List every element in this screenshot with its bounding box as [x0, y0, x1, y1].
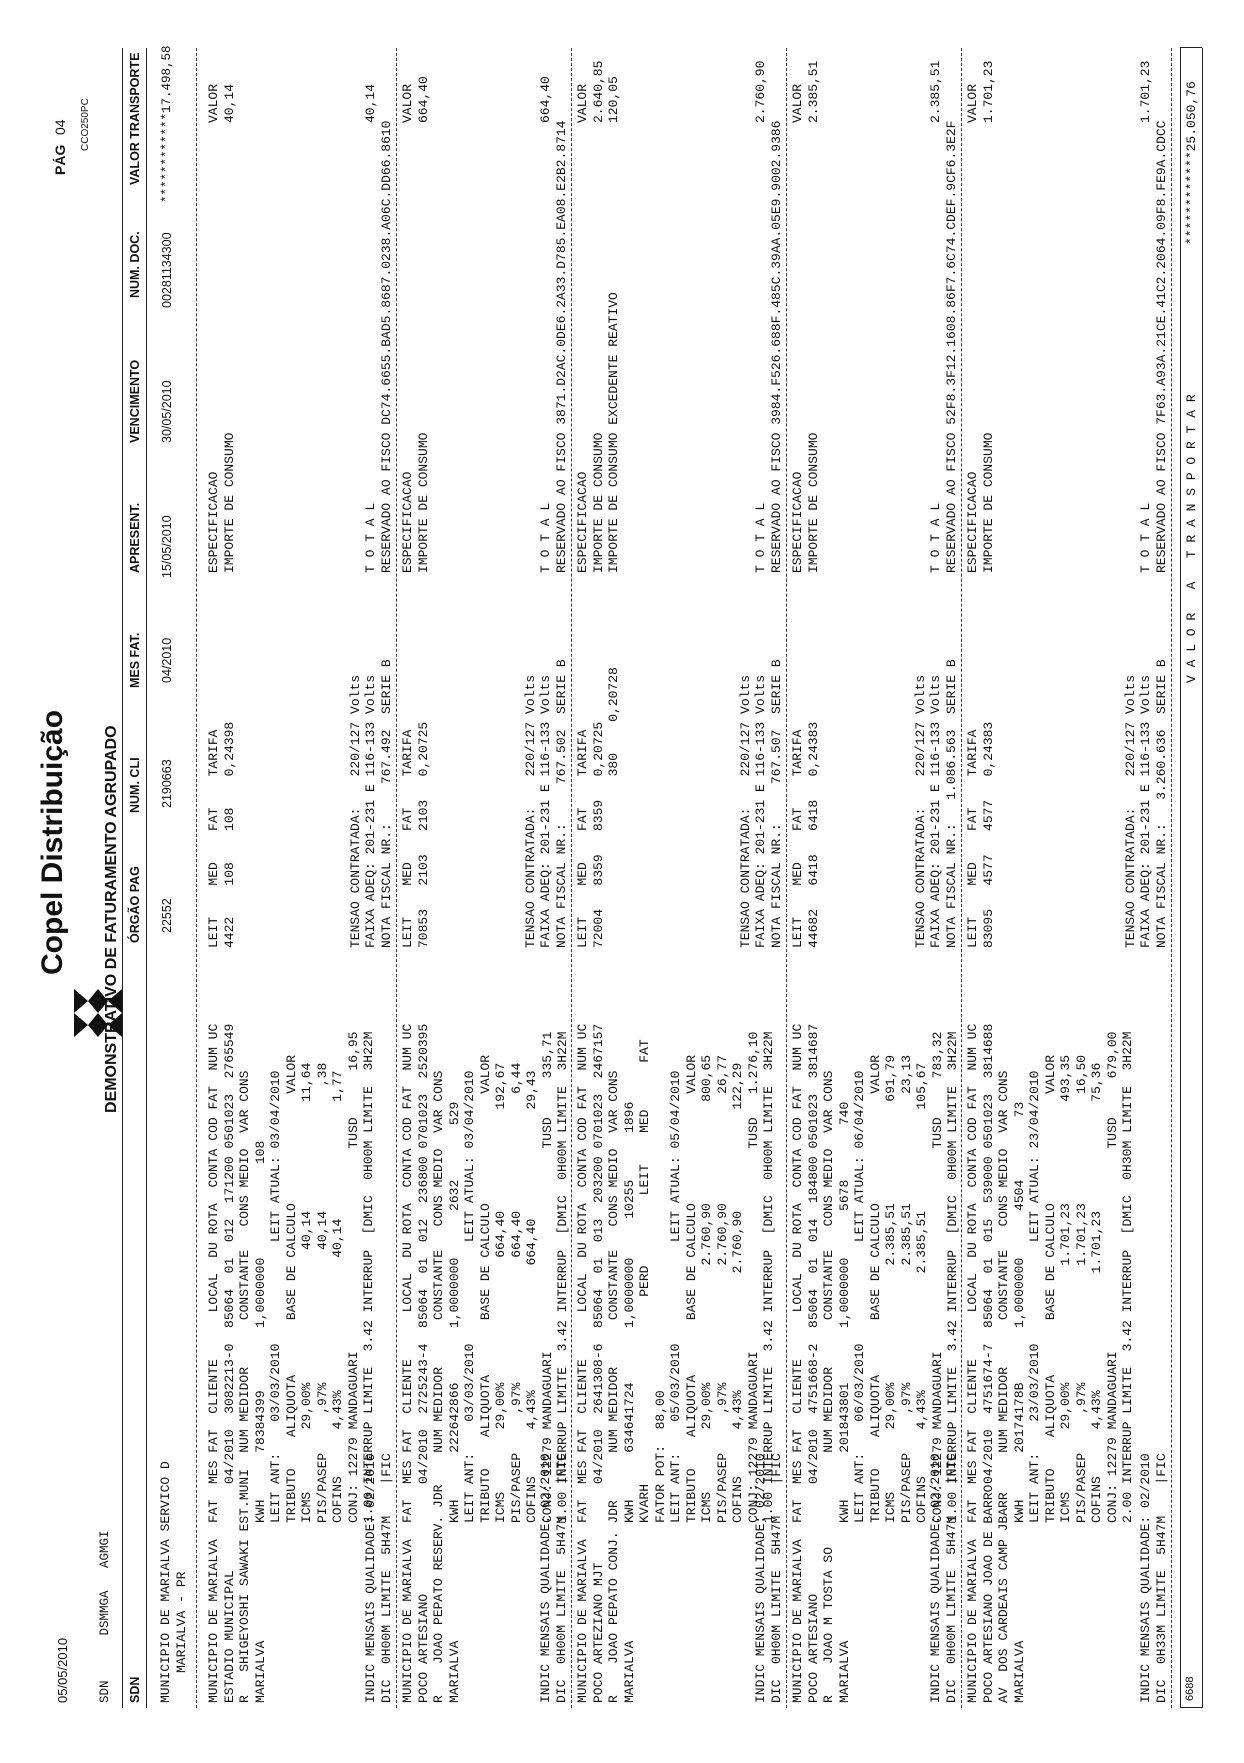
record-address-line: POCO ARTESIANO: [805, 1593, 821, 1703]
record-reading-line: LEIT MED FAT TARIFA: [400, 729, 415, 948]
sdn-row: SDN DSMMGA AGMGI: [98, 1530, 112, 1703]
record-reading-line: 72004 8359 8359 0,20725: [590, 721, 606, 948]
record-address-line: MUNICIPIO DE MARIALVA: [206, 1539, 221, 1703]
record-value-line: 2.640,85: [590, 60, 606, 123]
record-tensao-line: TENSAO CONTRATADA: 220/127 Volts: [1122, 674, 1138, 948]
record-detail-line: 04/2010 3082213-0 85064 01 012 171200 0501023 2765549: [221, 1023, 237, 1523]
record-quality-line: INDIC MENSAIS QUALIDADE: 02/2010: [1138, 1453, 1153, 1703]
record-detail-line: CONJ: 12279 MANDAGUARI TUSD 335,71: [539, 1031, 555, 1523]
record-spec-line: IMPORTE DE CONSUMO: [805, 432, 821, 573]
record-value-line: 40,14: [221, 83, 237, 123]
record-detail-line: COFINS 4,43% 2.385,51 105,67: [914, 1062, 929, 1523]
record-reading-line: 83095 4577 4577 0,24383: [980, 721, 996, 948]
record-detail-line: KVARH PERD LEIT MED FAT: [637, 1039, 652, 1523]
record-fisco-code: RESERVADO AO FISCO 3984.F526.688F.485C.39AA.05E9.9002.9386: [768, 120, 784, 573]
record-total-label: T O T A L: [928, 502, 943, 573]
record-detail-line: 04/2010 4751668-2 85064 01 014 184800 0501023 3814687: [805, 1023, 821, 1523]
record-detail-line: 1.00 INTERRUP LIMITE 3.42 INTERRUP [DMIC 0H00M LIMITE 3H22M: [555, 1031, 570, 1523]
col-vencimento: VENCIMENTO: [128, 359, 142, 443]
record-detail-line: 2.00 INTERRUP LIMITE 3.42 INTERRUP [DMIC 0H30M LIMITE 3H22M: [1120, 1031, 1135, 1523]
record-tensao-line: NOTA FISCAL NR.: 767.492 SERIE B: [378, 659, 394, 948]
record-quality-line: INDIC MENSAIS QUALIDADE: 02/2010: [363, 1453, 378, 1703]
record-total-value: 2.760,90: [753, 60, 768, 123]
col-sdn: SDN: [128, 1676, 142, 1703]
record-value-line: 120,05: [606, 76, 621, 123]
record-detail-line: NUM MEDIDOR CONSTANTE CONS MEDIO VAR CONS: [431, 1070, 446, 1523]
record-value-line: 2.385,51: [805, 60, 821, 123]
record-address-line: MARIALVA: [1011, 1640, 1027, 1703]
col-valor-transporte: VALOR TRANSPORTE: [128, 52, 142, 185]
summary-vencimento: 30/05/2010: [160, 380, 174, 443]
record-quality-line: DIC 0H33M LIMITE 5H47M |FIC: [1153, 1453, 1169, 1703]
record-detail-line: ICMS 29,00% 664,40 192,67: [493, 1062, 508, 1523]
record-fisco-code: RESERVADO AO FISCO 52F8.3F12.1608.86F7.6C74.CDEF.9CF6.3E2F: [943, 120, 959, 573]
record-address-line: POCO ARTESIANO: [415, 1593, 431, 1703]
record-detail-line: NUM MEDIDOR CONSTANTE CONS MEDIO VAR CONS: [821, 1070, 836, 1523]
summary-valor-transporte: ************17.498,58: [160, 45, 174, 203]
record-detail-line: ICMS 29,00% 2.385,51 691,79: [883, 1054, 898, 1523]
record-tensao-line: FAIXA ADEQ: 201-231 E 116-133 Volts: [538, 674, 553, 948]
record-detail-line: FATOR POT: 88,00: [652, 1390, 668, 1523]
record-value-line: VALOR: [400, 83, 415, 123]
record-tensao-line: FAIXA ADEQ: 201-231 E 116-133 Volts: [1138, 674, 1153, 948]
record-detail-line: COFINS 4,43% 2.760,90 122,29: [730, 1062, 745, 1523]
record-reading-line: LEIT MED FAT TARIFA: [206, 729, 221, 948]
record-detail-line: 1.00 INTERRUP LIMITE 3.42 INTERRUP [DMIC 0H00M LIMITE 3H22M: [361, 1031, 376, 1523]
record-detail-line: PIS/PASEP ,97% 40,14 ,38: [314, 1062, 330, 1523]
record-detail-line: CONJ: 12279 MANDAGUARI TUSD 679,00: [1104, 1031, 1120, 1523]
record-tensao-line: TENSAO CONTRATADA: 220/127 Volts: [522, 674, 538, 948]
record-tensao-line: FAIXA ADEQ: 201-231 E 116-133 Volts: [928, 674, 943, 948]
record-separator: [396, 48, 397, 1708]
record-separator: [571, 48, 572, 1708]
record-address-line: ESTADIO MUNICIPAL: [221, 1570, 237, 1703]
record-detail-line: TRIBUTO ALIQUOTA BASE DE CALCULO VALOR: [477, 1054, 493, 1523]
record-address-line: MUNICIPIO DE MARIALVA: [790, 1539, 805, 1703]
record-detail-line: FAT MES FAT CLIENTE LOCAL DU ROTA CONTA COD FAT NUM UC: [206, 1023, 221, 1523]
summary-apresent: 15/05/2010: [160, 515, 174, 578]
footer-transport-label: V A L O R A T R A N S P O R T A R: [1184, 394, 1199, 683]
page-number: 04: [52, 119, 68, 135]
record-detail-line: 04/2010 2725243-4 85064 01 012 236800 0701023 2520395: [415, 1023, 431, 1523]
record-reading-line: LEIT MED FAT TARIFA: [790, 729, 805, 948]
col-apresent: APRESENT.: [128, 502, 142, 573]
record-detail-line: 04/2010 2641308-6 85064 01 013 203200 0701023 2467157: [590, 1023, 606, 1523]
record-spec-line: ESPECIFICACAO: [790, 471, 805, 573]
record-reading-line: LEIT MED FAT TARIFA: [965, 729, 980, 948]
summary-client-line2: MARIALVA - PR: [174, 1571, 189, 1673]
record-tensao-line: TENSAO CONTRATADA: 220/127 Volts: [912, 674, 928, 948]
record-value-line: 1.701,23: [980, 60, 996, 123]
summary-orgao-pag: 22552: [160, 898, 174, 933]
col-mes-fat: MES FAT.: [128, 632, 142, 688]
record-address-line: MARIALVA: [621, 1640, 637, 1703]
record-reading-line: LEIT MED FAT TARIFA: [575, 729, 590, 948]
record-address-line: AV DOS CARDEAIS CAMP JBARR: [996, 1492, 1011, 1703]
record-address-line: MARIALVA: [252, 1640, 268, 1703]
summary-client-line1: MUNICIPIO DE MARIALVA SERVICO D: [158, 1461, 173, 1703]
record-separator: [1171, 48, 1172, 1708]
record-tensao-line: NOTA FISCAL NR.: 767.507 SERIE B: [768, 659, 784, 948]
record-total-value: 2.385,51: [928, 60, 943, 123]
record-quality-line: INDIC MENSAIS QUALIDADE: 02/2010: [538, 1453, 553, 1703]
record-total-value: 1.701,23: [1138, 60, 1153, 123]
record-value-line: VALOR: [575, 83, 590, 123]
record-detail-line: PIS/PASEP ,97% 664,40 6,44: [508, 1062, 524, 1523]
record-spec-line: IMPORTE DE CONSUMO: [221, 432, 237, 573]
record-detail-line: 1.00 INTERRUP LIMITE 3.42 INTERRUP [DMIC 0H00M LIMITE 3H22M: [945, 1031, 960, 1523]
col-orgao-pag: ÓRGÃO PAG: [128, 866, 142, 943]
report-title: DEMONSTRATIVO DE FATURAMENTO AGRUPADO: [103, 725, 120, 1113]
record-detail-line: KWH 20174178B 1,0000000 4504 73: [1011, 1101, 1027, 1523]
record-detail-line: KWH 634641724 1,0000000 10255 1896: [621, 1101, 637, 1523]
record-value-line: VALOR: [790, 83, 805, 123]
brand-name: Copel Distribuição: [36, 709, 69, 975]
record-address-line: R JOAO PEPATO CONJ. JDR: [606, 1500, 621, 1703]
record-quality-line: DIC 0H00M LIMITE 5H47M |FIC: [768, 1453, 784, 1703]
record-detail-line: ICMS 29,00% 40,14 11,64: [299, 1062, 314, 1523]
record-tensao-line: TENSAO CONTRATADA: 220/127 Volts: [737, 674, 753, 948]
record-address-line: R SHIGEYOSHI SAWAKI EST.MUNI: [237, 1468, 252, 1703]
record-tensao-line: FAIXA ADEQ: 201-231 E 116-133 Volts: [753, 674, 768, 948]
record-spec-line: IMPORTE DE CONSUMO: [980, 432, 996, 573]
record-address-line: POCO ARTESIANO JOAO DE BARRO: [980, 1484, 996, 1703]
record-separator: [961, 48, 962, 1708]
record-detail-line: TRIBUTO ALIQUOTA BASE DE CALCULO VALOR: [867, 1054, 883, 1523]
record-address-line: POCO ARTEZIANO MJT: [590, 1562, 606, 1703]
record-fisco-code: RESERVADO AO FISCO DC74.6655.BAD5.8687.0238.A06C.DD66.8610: [378, 120, 394, 573]
record-detail-line: KWH 222642866 1,0000000 2632 529: [446, 1101, 462, 1523]
record-detail-line: CONJ: 12279 MANDAGUARI TUSD 783,32: [929, 1031, 945, 1523]
record-detail-line: COFINS 4,43% 664,40 29,43: [524, 1070, 539, 1523]
record-detail-line: COFINS 4,43% 1.701,23 75,36: [1089, 1062, 1104, 1523]
record-detail-line: TRIBUTO ALIQUOTA BASE DE CALCULO VALOR: [283, 1054, 299, 1523]
record-quality-line: DIC 0H00M LIMITE 5H47M |FIC: [943, 1453, 959, 1703]
report-code: CCO250PC: [80, 98, 91, 151]
record-detail-line: LEIT ANT: 05/03/2010 LEIT ATUAL: 05/04/2010: [668, 1070, 683, 1523]
col-num-doc: NUM. DOC.: [128, 231, 142, 298]
record-spec-line: ESPECIFICACAO: [206, 471, 221, 573]
record-address-line: R JOAO PEPATO RESERV. JDR: [431, 1484, 446, 1703]
summary-num-cli: 2190663: [160, 759, 174, 808]
record-quality-line: INDIC MENSAIS QUALIDADE: 02/2010: [753, 1453, 768, 1703]
record-fisco-code: RESERVADO AO FISCO 3871.D2AC.0DE6.2A33.D785.EA08.E2B2.8714: [553, 120, 569, 573]
record-spec-line: IMPORTE DE CONSUMO: [590, 432, 606, 573]
record-detail-line: COFINS 4,43% 40,14 1,77: [330, 1070, 345, 1523]
record-quality-line: DIC 0H00M LIMITE 5H47M |FIC: [553, 1453, 569, 1703]
record-total-label: T O T A L: [538, 502, 553, 573]
record-total-label: T O T A L: [1138, 502, 1153, 573]
footer-transport-value: ************25.050,76: [1184, 81, 1199, 245]
footer-code: 6688: [1184, 1676, 1196, 1701]
record-reading-line: 44682 6418 6418 0,24383: [805, 721, 821, 948]
record-spec-line: ESPECIFICACAO: [575, 471, 590, 573]
record-detail-line: TRIBUTO ALIQUOTA BASE DE CALCULO VALOR: [1042, 1054, 1058, 1523]
record-quality-line: INDIC MENSAIS QUALIDADE: 02/2010: [928, 1453, 943, 1703]
col-num-cli: NUM. CLI: [128, 757, 142, 813]
record-detail-line: 1.00 INTERRUP LIMITE 3.42 INTERRUP [DMIC 0H00M LIMITE 3H22M: [761, 1031, 776, 1523]
record-detail-line: FAT MES FAT CLIENTE LOCAL DU ROTA CONTA COD FAT NUM UC: [575, 1023, 590, 1523]
record-reading-line: 4422 108 108 0,24398: [221, 721, 237, 948]
record-address-line: MARIALVA: [446, 1640, 462, 1703]
record-address-line: MARIALVA: [836, 1640, 852, 1703]
record-reading-line: 70853 2103 2103 0,20725: [415, 721, 431, 948]
record-total-label: T O T A L: [363, 502, 378, 573]
record-detail-line: LEIT ANT: 06/03/2010 LEIT ATUAL: 06/04/2010: [852, 1070, 867, 1523]
record-total-label: T O T A L: [753, 502, 768, 573]
record-address-line: MUNICIPIO DE MARIALVA: [575, 1539, 590, 1703]
record-detail-line: FAT MES FAT CLIENTE LOCAL DU ROTA CONTA COD FAT NUM UC: [400, 1023, 415, 1523]
record-value-line: VALOR: [206, 83, 221, 123]
record-detail-line: FAT MES FAT CLIENTE LOCAL DU ROTA CONTA COD FAT NUM UC: [965, 1023, 980, 1523]
record-detail-line: NUM MEDIDOR CONSTANTE CONS MEDIO VAR CONS: [237, 1070, 252, 1523]
record-detail-line: NUM MEDIDOR CONSTANTE CONS MEDIO VAR CONS: [606, 1070, 621, 1523]
report-date: 05/05/2010: [55, 1637, 70, 1703]
record-value-line: 664,40: [415, 76, 431, 123]
record-tensao-line: FAIXA ADEQ: 201-231 E 116-133 Volts: [363, 674, 378, 948]
summary-mes-fat: 04/2010: [160, 637, 174, 683]
record-detail-line: NUM MEDIDOR CONSTANTE CONS MEDIO VAR CONS: [996, 1070, 1011, 1523]
record-detail-line: PIS/PASEP ,97% 2.760,90 26,77: [714, 1054, 730, 1523]
record-address-line: MUNICIPIO DE MARIALVA: [400, 1539, 415, 1703]
record-detail-line: PIS/PASEP ,97% 2.385,51 23,13: [898, 1054, 914, 1523]
record-separator: [786, 48, 787, 1708]
record-detail-line: CONJ: 12279 MANDAGUARI TUSD 1.276,10: [745, 1031, 761, 1523]
record-reading-line: 380 0,20728: [606, 667, 621, 948]
record-quality-line: DIC 0H00M LIMITE 5H47M |FIC: [378, 1453, 394, 1703]
record-tensao-line: NOTA FISCAL NR.: 767.502 SERIE B: [553, 659, 569, 948]
record-spec-line: ESPECIFICACAO: [400, 471, 415, 573]
record-spec-line: IMPORTE DE CONSUMO EXCEDENTE REATIVO: [606, 292, 621, 573]
record-address-line: R JOAO M TOSTA SO: [821, 1546, 836, 1703]
record-detail-line: CONJ: 12279 MANDAGUARI TUSD 16,95: [345, 1031, 361, 1523]
record-tensao-line: TENSAO CONTRATADA: 220/127 Volts: [347, 674, 363, 948]
record-detail-line: ICMS 29,00% 2.760,90 800,65: [699, 1054, 714, 1523]
record-fisco-code: RESERVADO AO FISCO 7F63.A93A.21CE.41C2.2064.09F8.FE9A.CDCC: [1153, 120, 1169, 573]
record-detail-line: LEIT ANT: 23/03/2010 LEIT ATUAL: 23/04/2010: [1027, 1070, 1042, 1523]
record-detail-line: 04/2010 4751674-7 85064 01 015 539000 0501023 3814688: [980, 1023, 996, 1523]
record-address-line: MUNICIPIO DE MARIALVA: [965, 1539, 980, 1703]
record-total-value: 664,40: [538, 76, 553, 123]
record-spec-line: ESPECIFICACAO: [965, 471, 980, 573]
record-tensao-line: NOTA FISCAL NR.: 3.260.636 SERIE B: [1153, 659, 1169, 948]
record-detail-line: KWH 201843801 1,0000000 5678 740: [836, 1101, 852, 1523]
record-detail-line: KWH 78384399 1,0000000 108: [252, 1140, 268, 1523]
record-detail-line: FAT MES FAT CLIENTE LOCAL DU ROTA CONTA COD FAT NUM UC: [790, 1023, 805, 1523]
record-detail-line: LEIT ANT: 03/03/2010 LEIT ATUAL: 03/04/2010: [462, 1070, 477, 1523]
record-tensao-line: NOTA FISCAL NR.: 1.086.563 SERIE B: [943, 659, 959, 948]
record-detail-line: ICMS 29,00% 1.701,23 493,35: [1058, 1054, 1073, 1523]
record-detail-line: PIS/PASEP ,97% 1.701,23 16,50: [1073, 1054, 1089, 1523]
page-label: PÁG: [52, 144, 68, 175]
record-detail-line: TRIBUTO ALIQUOTA BASE DE CALCULO VALOR: [683, 1054, 699, 1523]
summary-num-doc: 00281134300: [160, 232, 174, 308]
record-spec-line: IMPORTE DE CONSUMO: [415, 432, 431, 573]
record-value-line: VALOR: [965, 83, 980, 123]
record-total-value: 40,14: [363, 83, 378, 123]
record-detail-line: LEIT ANT: 03/03/2010 LEIT ATUAL: 03/04/2010: [268, 1070, 283, 1523]
